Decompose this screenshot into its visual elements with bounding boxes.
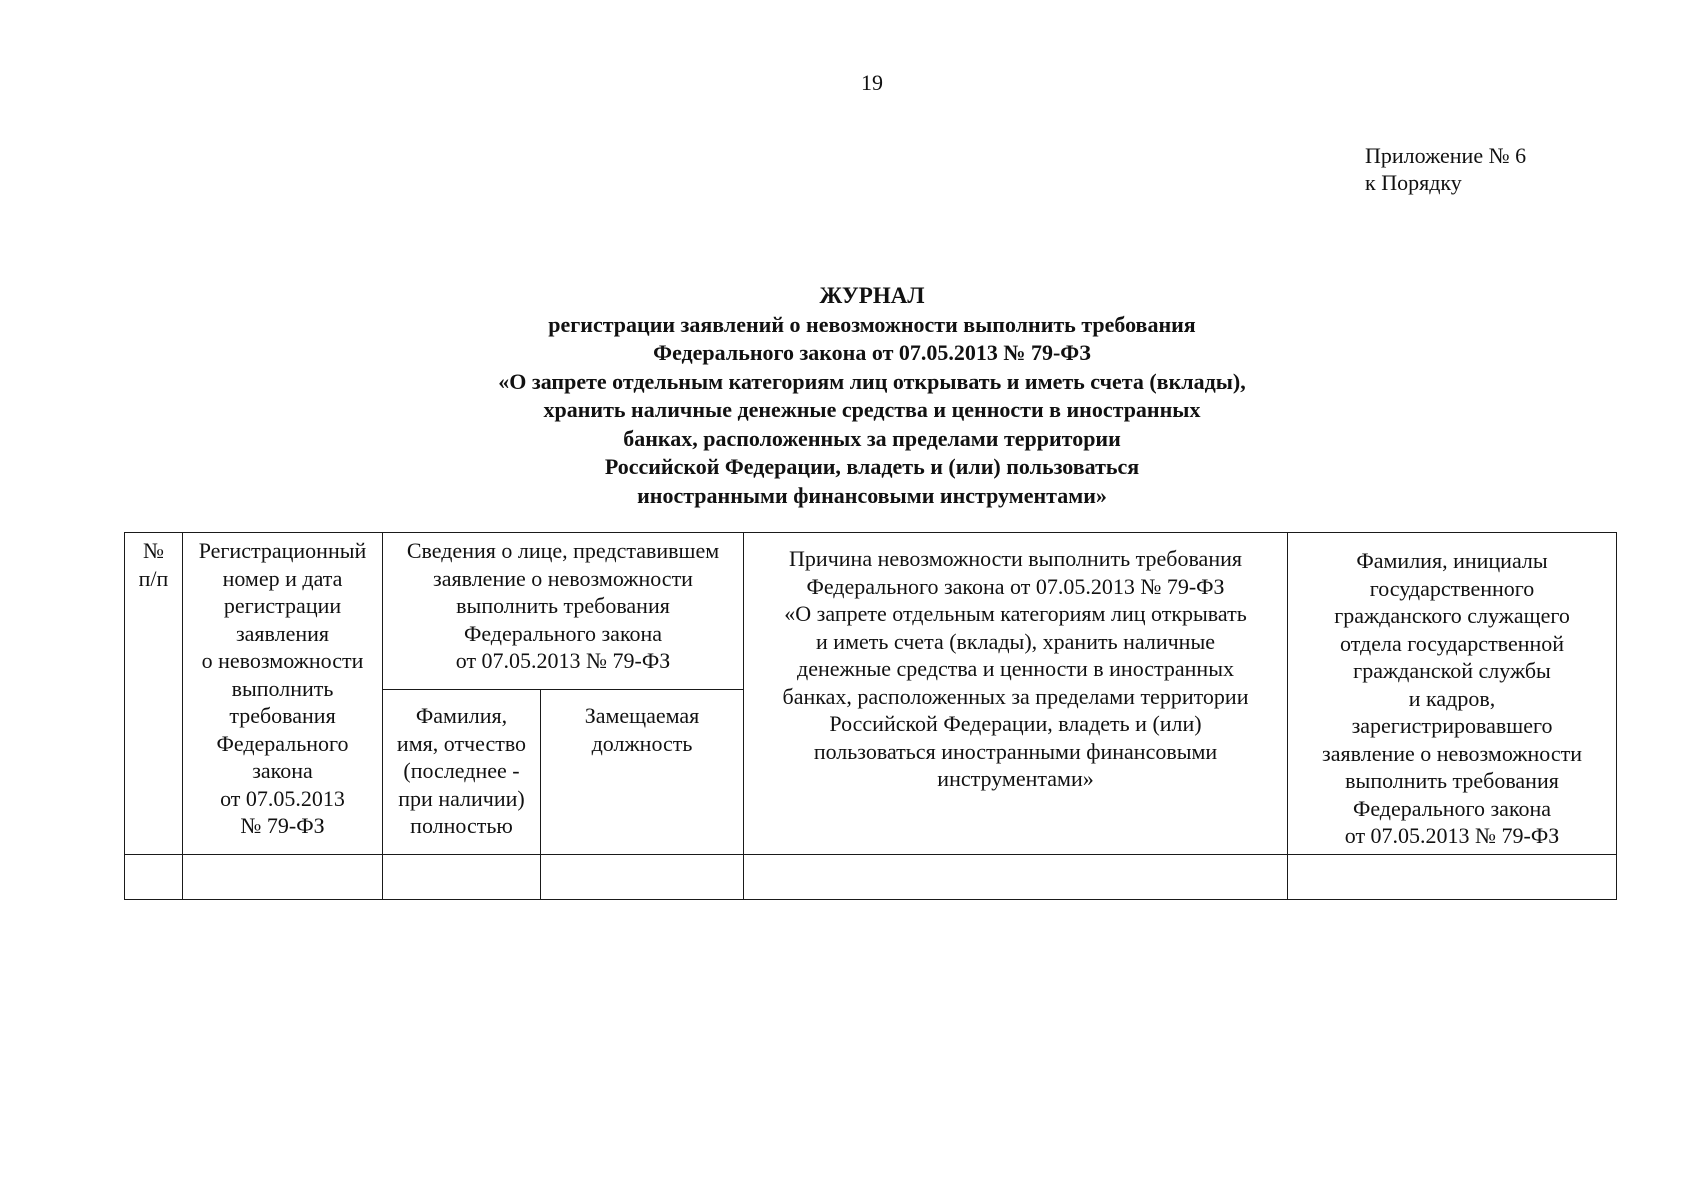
table-cell xyxy=(1288,854,1617,899)
table-cell xyxy=(125,854,183,899)
title-line-1: регистрации заявлений о невозможности выполнить требования xyxy=(548,311,1196,337)
header-official: Фамилия, инициалы государственного гражданского служащего отдела государственной гражданской службы и кадров, зарегистрировавшего заявление о невозможности выполнить требования Федерального закона от 07.05.2013 № 79-ФЗ xyxy=(1288,533,1617,855)
title-line-5: банках, расположенных за пределами территории xyxy=(623,425,1121,451)
appendix-line-2: к Порядку xyxy=(1365,170,1462,195)
title-line-4: хранить наличные денежные средства и ценности в иностранных xyxy=(543,397,1201,422)
document-title xyxy=(0,282,1693,510)
title-heading: ЖУРНАЛ xyxy=(819,283,925,308)
title-line-2: Федерального закона от 07.05.2013 № 79-ФЗ xyxy=(653,340,1091,365)
header-number: № п/п xyxy=(125,533,183,855)
header-registration: Регистрационный номер и дата регистрации заявления о невозможности выполнить требования Федерального закона от 07.05.2013 № 79-ФЗ xyxy=(183,533,383,855)
table-cell xyxy=(744,854,1288,899)
header-full-name: Фамилия, имя, отчество (последнее - при наличии) полностью xyxy=(383,690,541,855)
title-line-6: Российской Федерации, владеть и (или) пользоваться xyxy=(604,454,1140,479)
journal-table xyxy=(124,532,1617,900)
page-number: 19 xyxy=(861,70,883,95)
title-line-7: иностранными финансовыми инструментами» xyxy=(637,482,1107,508)
table-cell xyxy=(383,854,541,899)
title-line-3: «О запрете отдельным категориям лиц открывать и иметь счета (вклады), xyxy=(498,368,1246,394)
table-header-row-1 xyxy=(125,533,1617,690)
header-position: Замещаемая должность xyxy=(541,690,744,855)
header-reason: Причина невозможности выполнить требования Федерального закона от 07.05.2013 № 79-ФЗ «О запрете отдельным категориям лиц открывать и иметь счета (вклады), хранить наличные денежные средства и ценности в иностранных банках, расположенных за пределами территории Российской Федерации, владеть и (или) пользоваться иностранными финансовыми инструментами» xyxy=(744,533,1288,855)
appendix-note xyxy=(1365,142,1526,196)
table-row xyxy=(125,854,1617,899)
appendix-line-1: Приложение № 6 xyxy=(1365,143,1527,168)
table-cell xyxy=(183,854,383,899)
header-person-info: Сведения о лице, представившем заявление о невозможности выполнить требования Федерального закона от 07.05.2013 № 79-ФЗ xyxy=(383,533,744,690)
table-cell xyxy=(541,854,744,899)
